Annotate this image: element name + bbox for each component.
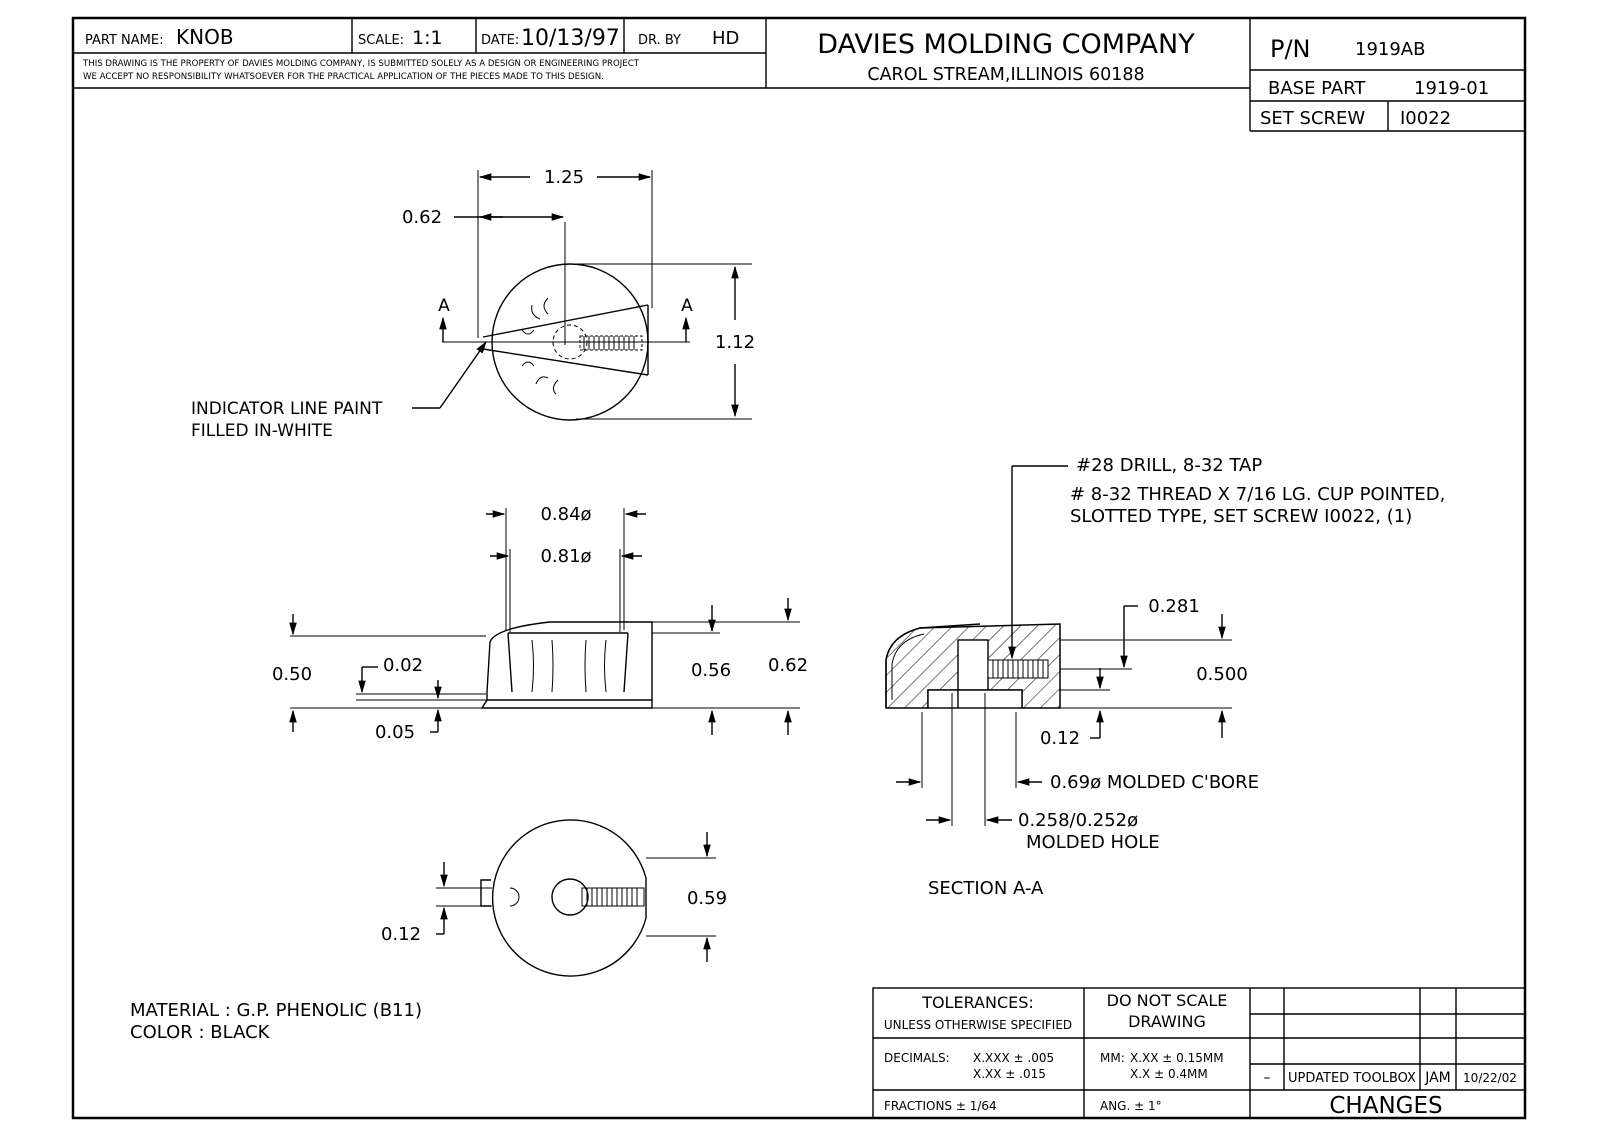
base-part-value: 1919-01 <box>1414 78 1490 99</box>
drawn-by-value: HD <box>712 28 740 49</box>
mm-x: X.X ± 0.4MM <box>1130 1067 1208 1081</box>
decimals-xxx: X.XXX ± .005 <box>973 1051 1055 1065</box>
scale-value: 1:1 <box>412 27 443 49</box>
dim-hole-line-1: 0.258/0.252ø <box>1018 810 1139 831</box>
disclaimer-line-2: WE ACCEPT NO RESPONSIBILITY WHATSOEVER FOR THE PRACTICAL APPLICATION OF THE PIECES MADE TO THIS DESIGN. <box>83 72 604 82</box>
title-block <box>73 18 1525 131</box>
dim-bottom-key: 0.12 <box>380 924 422 945</box>
do-not-scale-line-2: DRAWING <box>1128 1012 1206 1031</box>
tolerance-block <box>873 988 1525 1119</box>
dim-top-diameter: 0.84ø <box>540 504 592 525</box>
dim-side-base: 0.05 <box>374 722 416 743</box>
sheet-border <box>73 18 1525 1118</box>
dim-281: 0.281 <box>1148 596 1200 617</box>
scale-label: SCALE: <box>358 33 405 48</box>
thread-note-line-2: SLOTTED TYPE, SET SCREW I0022, (1) <box>1070 506 1413 527</box>
part-name-label: PART NAME: <box>85 33 164 48</box>
section-mark-left: A <box>438 296 450 316</box>
top-view <box>191 167 755 441</box>
thread-note-line-1: # 8-32 THREAD X 7/16 LG. CUP POINTED, <box>1070 484 1446 505</box>
dim-bottom-width: 0.59 <box>686 888 728 909</box>
side-view <box>272 504 808 743</box>
part-name: KNOB <box>176 25 234 49</box>
tolerances-subtitle: UNLESS OTHERWISE SPECIFIED <box>883 1018 1073 1032</box>
pn-value: 1919AB <box>1355 39 1426 60</box>
dim-top-height: 1.12 <box>714 332 756 353</box>
drill-note: #28 DRILL, 8-32 TAP <box>1076 455 1263 476</box>
mm-xx: X.XX ± 0.15MM <box>1130 1051 1224 1065</box>
material-note <box>130 1000 422 1043</box>
drawn-by-label: DR. BY <box>638 33 681 48</box>
color-line: COLOR : BLACK <box>130 1022 270 1043</box>
tolerances-title: TOLERANCES: <box>922 993 1034 1012</box>
decimals-label: DECIMALS: <box>884 1051 950 1065</box>
dim-section-12: 0.12 <box>1039 728 1081 749</box>
change-description: UPDATED TOOLBOX <box>1288 1071 1416 1086</box>
changes-title: CHANGES <box>1329 1093 1443 1119</box>
indicator-note-line-2: FILLED IN-WHITE <box>191 421 333 441</box>
dim-cbore: 0.69ø MOLDED C'BORE <box>1050 772 1259 793</box>
dim-side-height-right: 0.62 <box>767 655 809 676</box>
company-address: CAROL STREAM,ILLINOIS 60188 <box>867 65 1145 85</box>
set-screw-value: I0022 <box>1400 108 1452 129</box>
dim-side-height-left: 0.50 <box>271 664 313 685</box>
bottom-view <box>381 820 727 976</box>
date-label: DATE: <box>481 33 520 48</box>
indicator-note-line-1: INDICATOR LINE PAINT <box>191 399 383 419</box>
dim-top-width: 1.25 <box>543 167 585 188</box>
material-line: MATERIAL : G.P. PHENOLIC (B11) <box>130 1000 422 1021</box>
disclaimer-line-1: THIS DRAWING IS THE PROPERTY OF DAVIES MOLDING COMPANY, IS SUBMITTED SOLELY AS A DESIGN OR ENGINEERING PROJECT <box>83 59 639 69</box>
base-part-label: BASE PART <box>1268 78 1366 99</box>
fractions-tolerance: FRACTIONS ± 1/64 <box>884 1099 997 1113</box>
do-not-scale-line-1: DO NOT SCALE <box>1106 991 1228 1010</box>
date-value: 10/13/97 <box>521 26 620 51</box>
company-name: DAVIES MOLDING COMPANY <box>817 29 1195 60</box>
change-date: 10/22/02 <box>1463 1071 1517 1085</box>
dim-500: 0.500 <box>1196 664 1248 685</box>
dim-inner-diameter: 0.81ø <box>540 546 592 567</box>
change-by: JAM <box>1425 1070 1451 1086</box>
decimals-xx: X.XX ± .015 <box>973 1067 1046 1081</box>
set-screw-label: SET SCREW <box>1260 108 1366 129</box>
dim-side-step: 0.02 <box>382 655 424 676</box>
change-rev: – <box>1263 1070 1271 1086</box>
section-view <box>886 455 1445 899</box>
dim-top-center: 0.62 <box>401 207 443 228</box>
pn-label: P/N <box>1270 35 1311 63</box>
dim-hole-line-2: MOLDED HOLE <box>1026 832 1160 853</box>
section-label: SECTION A-A <box>928 878 1044 899</box>
dim-side-height-mid: 0.56 <box>690 660 732 681</box>
mm-label: MM: <box>1100 1051 1125 1065</box>
angle-tolerance: ANG. ± 1° <box>1100 1099 1162 1113</box>
section-mark-right: A <box>681 296 693 316</box>
